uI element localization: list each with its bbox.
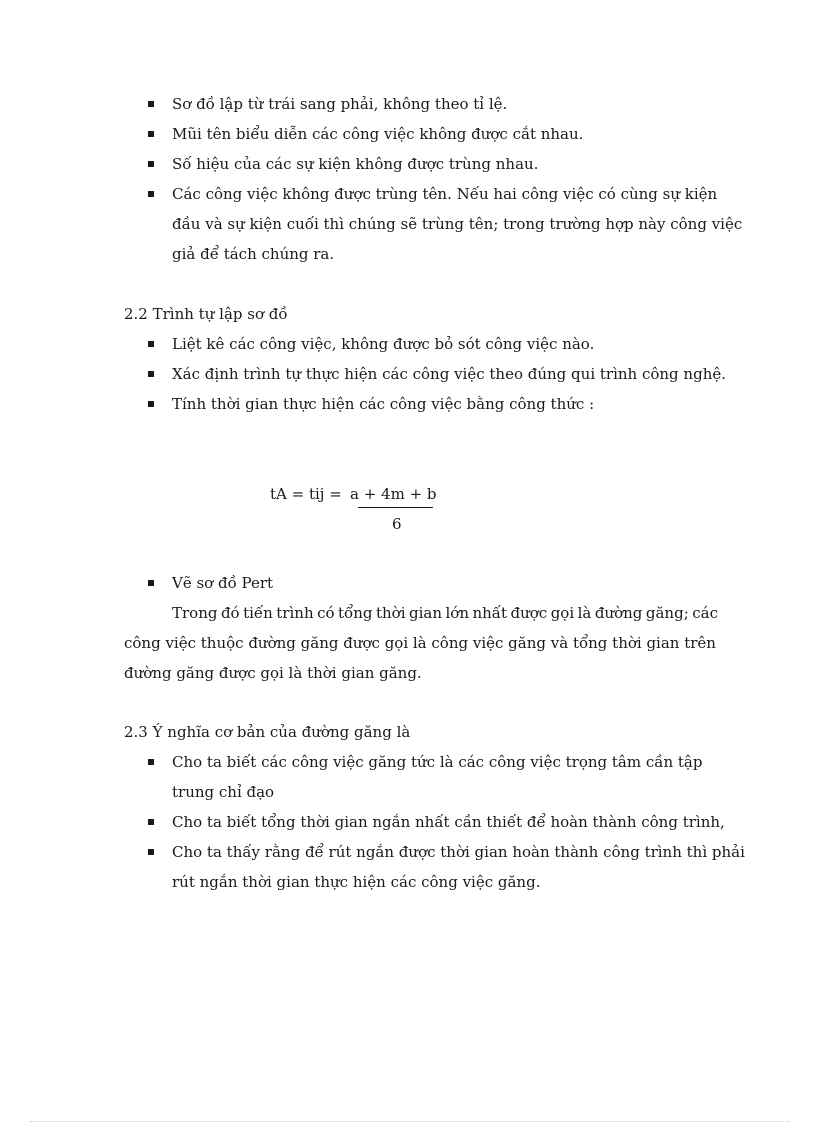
formula-denominator: 6 [392,515,402,533]
word: các [692,604,718,622]
word: lớn [445,604,469,622]
word: trình [276,604,314,622]
rule-item-3: Số hiệu của các sự kiện không được trùng nhau. [172,155,539,173]
meaning-item-2: Cho ta biết tổng thời gian ngắn nhất cần thiết để hoàn thành công trình, [172,813,725,831]
rule-item-4-cont-2: giả để tách chúng ra. [172,245,335,263]
meaning-item-1: Cho ta biết các công việc găng tức là các công việc trọng tâm cần tập [172,753,703,771]
bullet-marker [148,849,154,855]
section-heading-2-2: 2.2 Trình tự lập sơ đồ [124,305,288,323]
bullet-marker [148,131,154,137]
rule-item-1: Sơ đồ lập từ trái sang phải, không theo tỉ lệ. [172,95,508,113]
rule-item-4: Các công việc không được trùng tên. Nếu hai công việc có cùng sự kiện [172,185,718,203]
paragraph-line-1 [172,604,718,622]
rule-item-4-cont-1: đầu và sự kiện cuối thì chúng sẽ trùng tên; trong trường hợp này công việc [172,215,743,233]
word: gian [408,604,442,622]
meaning-item-3: Cho ta thấy rằng để rút ngắn được thời gian hoàn thành công trình thì phải [172,843,745,861]
bullet-marker [148,580,154,586]
section-heading-2-3: 2.3 Ý nghĩa cơ bản của đường găng là [124,723,411,741]
sequence-item-3: Tính thời gian thực hiện các công việc bằng công thức : [172,395,595,413]
word: thời [375,604,406,622]
page-bottom-rule [30,1121,790,1122]
formula-lhs: tA = tij = [270,485,342,503]
rule-item-2: Mũi tên biểu diễn các công việc không được cắt nhau. [172,125,584,143]
word: tổng [338,604,373,622]
formula-numerator: a + 4m + b [350,485,437,503]
meaning-item-1-cont: trung chỉ đạo [172,783,275,801]
word: là [577,604,592,622]
word: gọi [550,604,575,622]
word: nhất [472,604,508,622]
meaning-item-3-cont: rút ngắn thời gian thực hiện các công việc găng. [172,873,541,891]
bullet-marker [148,161,154,167]
word: tiến [243,604,273,622]
fraction-bar [358,507,433,508]
bullet-marker [148,371,154,377]
sequence-item-1: Liệt kê các công việc, không được bỏ sót công việc nào. [172,335,595,353]
bullet-marker [148,819,154,825]
word: đường [594,604,643,622]
bullet-marker [148,401,154,407]
bullet-marker [148,341,154,347]
bullet-marker [148,191,154,197]
pert-item: Vẽ sơ đồ Pert [172,574,274,592]
word: Trong [172,604,218,622]
paragraph-line-2: công việc thuộc đường găng được gọi là công việc găng và tổng thời gian trên [124,634,716,652]
word: găng; [645,604,689,622]
sequence-item-2: Xác định trình tự thực hiện các công việc theo đúng qui trình công nghệ. [172,365,726,383]
paragraph-line-3: đường găng được gọi là thời gian găng. [124,664,422,682]
word: được [510,604,548,622]
word: có [317,604,335,622]
bullet-marker [148,101,154,107]
word: đó [220,604,240,622]
bullet-marker [148,759,154,765]
